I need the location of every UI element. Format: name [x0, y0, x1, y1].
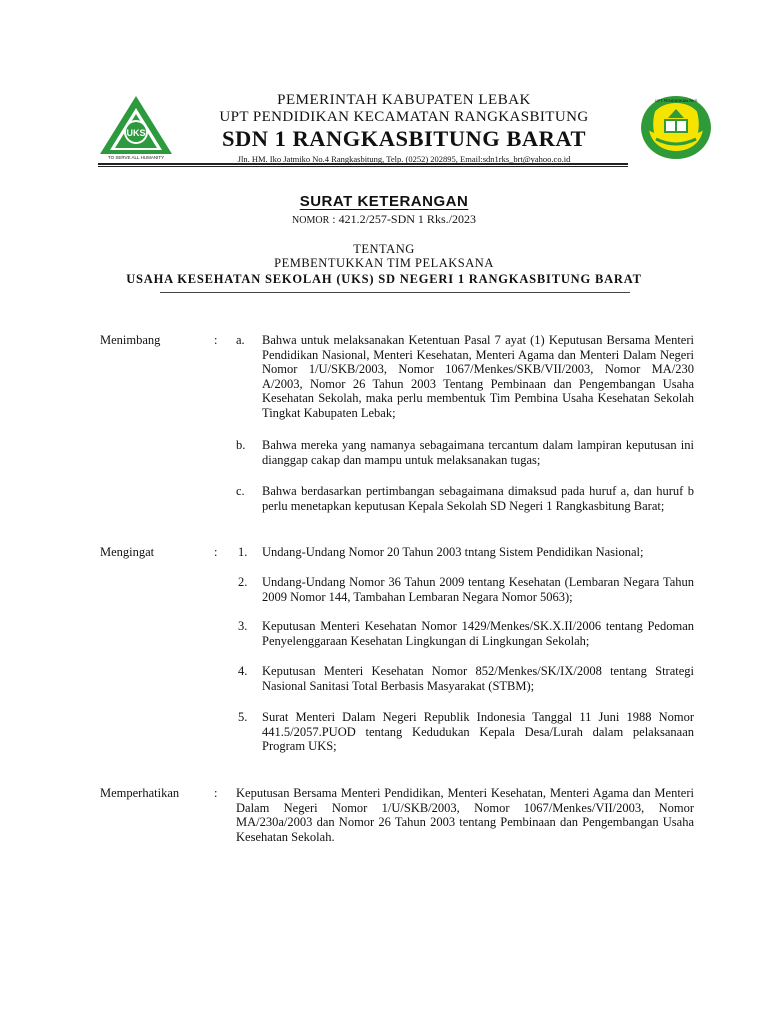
item-text: Bahwa mereka yang namanya sebagaimana tercantum dalam lampiran keputusan ini dianggap cakap dan mampu untuk melaksanakan tugas; [262, 438, 694, 467]
mengingat-item [236, 664, 694, 693]
letterhead-address: Jln. HM. Iko Jatmiko No.4 Rangkasbitung, Telp. (0252) 202895, Email:sdn1rks_brt@yahoo.co.id [237, 154, 571, 164]
title-underline [160, 292, 630, 293]
mengingat-item [236, 545, 694, 560]
document-number-value: : 421.2/257-SDN 1 Rks./2023 [332, 212, 476, 226]
uks-logo-text: UKS [126, 128, 146, 138]
item-marker: a. [236, 333, 245, 347]
school-emblem-logo [636, 93, 716, 161]
menimbang-item [236, 484, 694, 513]
item-text: Undang-Undang Nomor 36 Tahun 2009 tentang Kesehatan (Lembaran Negara Tahun 2009 Nomor 144, Tambahan Lembaran Negara Nomor 5063); [262, 575, 694, 604]
emblem-logo-text: UPT PENDIDIKAN RKS [654, 98, 698, 103]
document-title: SURAT KETERANGAN [299, 193, 469, 210]
item-text: Bahwa untuk melaksanakan Ketentuan Pasal 7 ayat (1) Keputusan Bersama Menteri Pendidikan Nasional, Menteri Kesehatan, Menteri Agama dan Menteri Dalam Negeri Nomor 1/U/SKB/2003, Nomor 1067/Menkes/SKB/VII/2003, Nomor MA/230 A/2003, Nomor 26 Tahun 2003 Tentang Pembinaan dan Pengembangan Usaha Kesehatan Sekolah, maka perlu membentuk Tim Pembina Usaha Kesehatan Sekolah Tingkat Kabupaten Lebak; [262, 333, 694, 420]
document-number [0, 212, 768, 227]
item-marker: 4. [238, 664, 248, 678]
uks-logo [98, 94, 174, 160]
menimbang-colon: : [214, 333, 218, 347]
mengingat-label: Mengingat [100, 545, 155, 559]
item-marker: c. [236, 484, 245, 498]
item-text: Surat Menteri Dalam Negeri Republik Indonesia Tanggal 11 Juni 1988 Nomor 441.5/2057.PUOD tentang Kedudukan Kepala Desa/Lurah dalam pelaksanaan Program UKS; [262, 710, 694, 754]
item-marker: 1. [238, 545, 248, 559]
item-text: Keputusan Menteri Kesehatan Nomor 1429/Menkes/SK.X.II/2006 tentang Pedoman Penyelenggaraan Kesehatan Lingkungan di Lingkungan Sekolah; [262, 619, 694, 648]
subject-line-1: PEMBENTUKKAN TIM PELAKSANA [274, 256, 494, 270]
item-marker: 5. [238, 710, 248, 724]
letterhead-rule-thick [98, 163, 628, 165]
item-text: Bahwa berdasarkan pertimbangan sebagaimana dimaksud pada huruf a, dan huruf b perlu menetapkan keputusan Kepala Sekolah SD Negeri 1 Rangkasbitung Barat; [262, 484, 694, 513]
letterhead-government: PEMERINTAH KABUPATEN LEBAK [277, 92, 531, 108]
item-marker: 3. [238, 619, 248, 633]
memperhatikan-colon: : [214, 786, 218, 800]
letterhead-department: UPT PENDIDIKAN KECAMATAN RANGKASBITUNG [219, 109, 589, 125]
item-marker: b. [236, 438, 246, 452]
memperhatikan-label: Memperhatikan [100, 786, 180, 800]
memperhatikan-text: Keputusan Bersama Menteri Pendidikan, Menteri Kesehatan, Menteri Agama dan Menteri Dalam Negeri Nomor 1/U/SKB/2003, Nomor 1067/Menkes/VII/2003, Nomor MA/230a/2003 dan Nomor 26 Tahun 2003 tentang Pembinaan dan Pengembangan Usaha Kesehatan Sekolah. [236, 786, 694, 844]
subject-line-2: USAHA KESEHATAN SEKOLAH (UKS) SD NEGERI 1 RANGKASBITUNG BARAT [126, 272, 642, 286]
item-text: Undang-Undang Nomor 20 Tahun 2003 tntang Sistem Pendidikan Nasional; [262, 545, 644, 559]
item-text: Keputusan Menteri Kesehatan Nomor 852/Menkes/SK/IX/2008 tentang Strategi Nasional Sanitasi Total Berbasis Masyarakat (STBM); [262, 664, 694, 693]
document-number-label: NOMOR [292, 215, 330, 226]
letterhead [178, 92, 630, 165]
letterhead-school-name: SDN 1 RANGKASBITUNG BARAT [221, 126, 586, 151]
uks-logo-caption: TO SERVE ALL HUMANITY [107, 155, 165, 160]
mengingat-colon: : [214, 545, 218, 559]
menimbang-label: Menimbang [100, 333, 161, 347]
menimbang-item [236, 438, 694, 467]
item-marker: 2. [238, 575, 248, 589]
mengingat-item [236, 619, 694, 648]
menimbang-item [236, 333, 694, 421]
letterhead-rule-thin [98, 166, 628, 167]
mengingat-item [236, 710, 694, 754]
subject-label: TENTANG [353, 242, 415, 256]
mengingat-item [236, 575, 694, 604]
